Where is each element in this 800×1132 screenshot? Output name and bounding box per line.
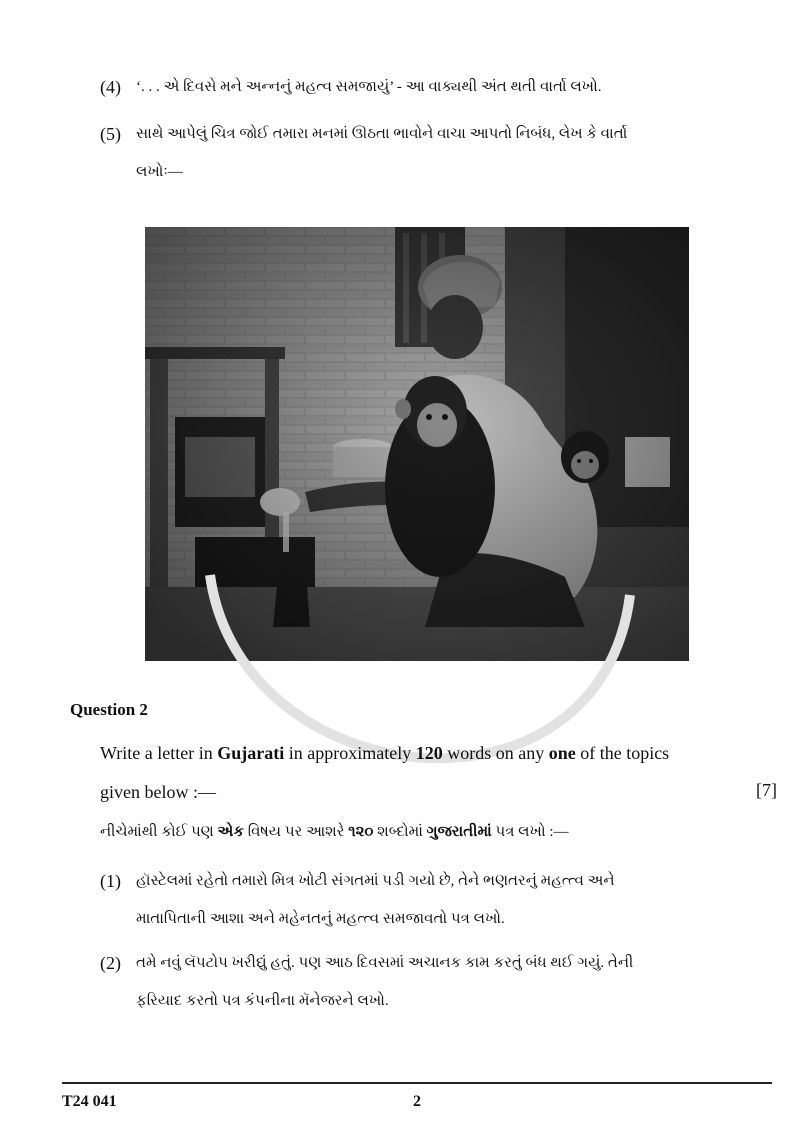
question-instruction-line-2: given below :— [100,782,216,802]
item-text: હૉસ્ટેલમાં રહેતો તમારો મિત્ર ખોટી સંગતમાં પડી ગયો છે, તેને ભણતરનું મહત્ત્વ અને [136,873,615,889]
question-instruction-line-1: Write a letter in Gujarati in approximately 120 words on any one of the topics [100,743,670,763]
item-text: સાથે આપેલું ચિત્ર જોઈ તમારા મનમાં ઊઠતા ભાવોને વાચા આપતો નિબંધ, લેખ કે વાર્તા [136,126,628,142]
item-text-continued: ફરિયાદ કરતો પત્ર કંપનીના મૅનેજરને લખો. [136,993,389,1009]
item-4 [100,68,740,106]
item-5 [100,115,740,191]
topic-1 [100,862,740,938]
item-number: (5) [100,124,121,144]
question-instruction-gujarati: નીચેમાંથી કોઈ પણ એક વિષય પર આશરે ૧૨૦ શબ્દોમાં ગુજરાતીમાં પત્ર લખો :— [100,824,569,840]
item-number: (2) [100,953,121,973]
item-text-continued: માતાપિતાની આશા અને મહેનતનું મહત્ત્વ સમજાવતો પત્ર લખો. [136,911,505,927]
question-title: Question 2 [70,700,148,719]
item-text: ‘. . . એ દિવસે મને અન્નનું મહત્વ સમજાયું’ - આ વાક્યથી અંત થતી વાર્તા લખો. [136,79,602,95]
photograph-woman-feeding-chimpanzees [145,227,689,661]
page-number: 2 [413,1093,421,1110]
item-text-continued: લખોઃ— [136,164,183,180]
topic-2 [100,944,740,1020]
paper-code: T24 041 [62,1093,117,1110]
item-number: (1) [100,871,121,891]
question-marks: [7] [756,780,777,800]
item-text: તમે નવું લૅપટોપ ખરીદ્યું હતું. પણ આઠ દિવસમાં અચાનક કામ કરતું બંધ થઈ ગયું. તેની [136,955,634,971]
item-number: (4) [100,77,121,97]
footer-divider [62,1082,772,1084]
